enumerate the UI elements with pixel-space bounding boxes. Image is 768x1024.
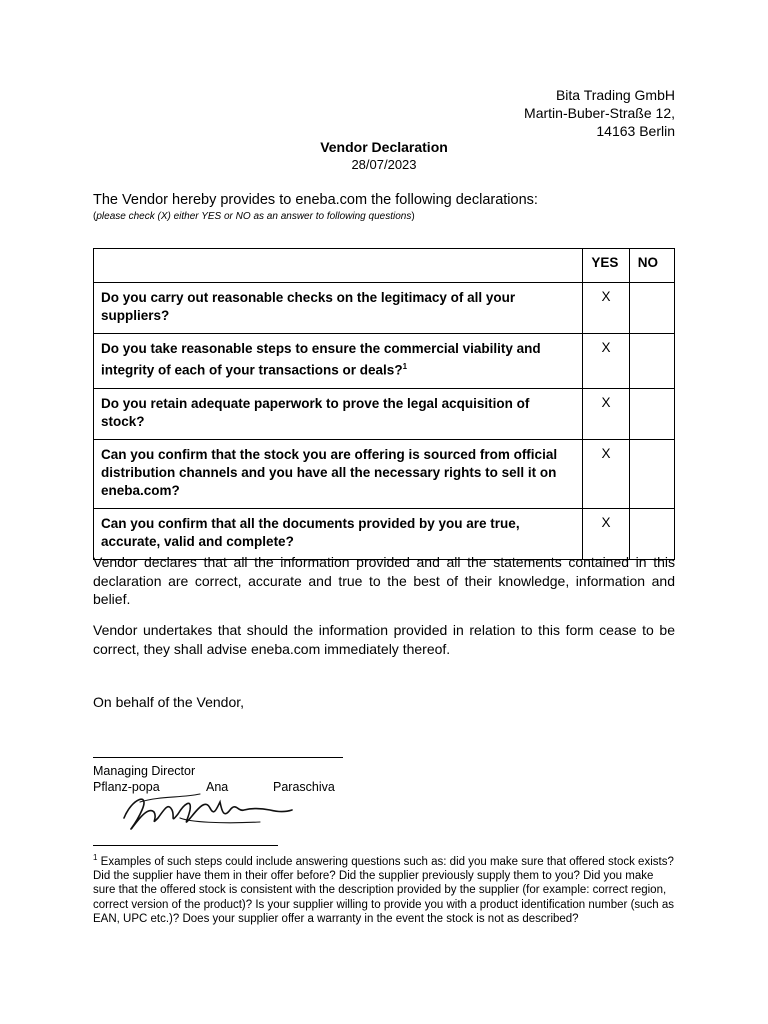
question-header <box>94 249 583 283</box>
footnote-reference: 1 <box>402 362 408 371</box>
company-name: Bita Trading GmbH <box>555 87 675 103</box>
signatory-last-name: Paraschiva <box>273 780 335 794</box>
no-checkbox-cell[interactable] <box>629 283 674 334</box>
intro-text: The Vendor hereby provides to eneba.com the following declarations: <box>93 192 538 208</box>
document-title: Vendor Declaration <box>320 139 448 155</box>
question-cell: Do you take reasonable steps to ensure the commercial viability and integrity of each of your transactions or deals?$^1$ <box>94 334 583 389</box>
instruction-hint: (please check (X) either YES or NO as an answer to following questions) <box>93 211 415 222</box>
no-checkbox-cell[interactable] <box>629 439 674 508</box>
declaration-table <box>93 248 675 560</box>
declaration-paragraph: Vendor declares that all the information provided and all the statements contained in this declaration are correct, accurate and true to the best of their knowledge, information and belief. <box>93 554 675 607</box>
table-row <box>94 439 675 508</box>
signatory-first-name: Ana <box>206 780 229 794</box>
vendor-address <box>524 86 675 140</box>
yes-checkbox-cell[interactable]: X <box>583 508 629 559</box>
signatory-surname: Pflanz-popa <box>93 780 160 794</box>
signatory-role: Managing Director <box>93 764 196 778</box>
signature-line <box>93 757 343 758</box>
table-row <box>94 388 675 439</box>
table-row <box>94 508 675 559</box>
city-address: 14163 Berlin <box>596 123 675 139</box>
footnote-text: Examples of such steps could include answering questions such as: did you make sure that offered stock exists? Did the supplier have them in their offer before? Did the supplier previously supply them to you? Did you make sure that the offered stock is consistent with the description provided by the supplier (for example: correct region, correct version of the product)? Is your supplier willing to provide you with a product identification number (such as EAN, UPC etc.)? Does your supplier offer a warranty in the event the stock is not as described? <box>93 855 675 926</box>
table-row <box>94 283 675 334</box>
footnote <box>93 851 678 926</box>
yes-checkbox-cell[interactable]: X <box>583 439 629 508</box>
no-header: NO <box>629 249 674 283</box>
yes-header: YES <box>583 249 629 283</box>
footnote-separator <box>93 845 278 846</box>
no-checkbox-cell[interactable] <box>629 334 674 389</box>
no-checkbox-cell[interactable] <box>629 388 674 439</box>
handwritten-signature <box>120 788 295 836</box>
table-row <box>94 334 675 389</box>
table-header-row <box>94 249 675 283</box>
question-cell: Do you retain adequate paperwork to prove the legal acquisition of stock? <box>94 388 583 439</box>
street-address: Martin-Buber-Straße 12, <box>524 105 675 121</box>
question-cell: Can you confirm that the stock you are offering is sourced from official distribution channels and you have all the necessary rights to sell it on eneba.com? <box>94 439 583 508</box>
no-checkbox-cell[interactable] <box>629 508 674 559</box>
footnote-marker: 1 <box>93 853 98 862</box>
yes-checkbox-cell[interactable]: X <box>583 388 629 439</box>
closing-text: On behalf of the Vendor, <box>93 694 245 710</box>
question-cell: Do you carry out reasonable checks on the legitimacy of all your suppliers? <box>94 283 583 334</box>
document-date: 28/07/2023 <box>351 157 417 172</box>
question-cell: Can you confirm that all the documents provided by you are true, accurate, valid and complete? <box>94 508 583 559</box>
yes-checkbox-cell[interactable]: X <box>583 334 629 389</box>
undertaking-paragraph: Vendor undertakes that should the information provided in relation to this form cease to be correct, they shall advise eneba.com immediately thereof. <box>93 622 675 657</box>
yes-checkbox-cell[interactable]: X <box>583 283 629 334</box>
